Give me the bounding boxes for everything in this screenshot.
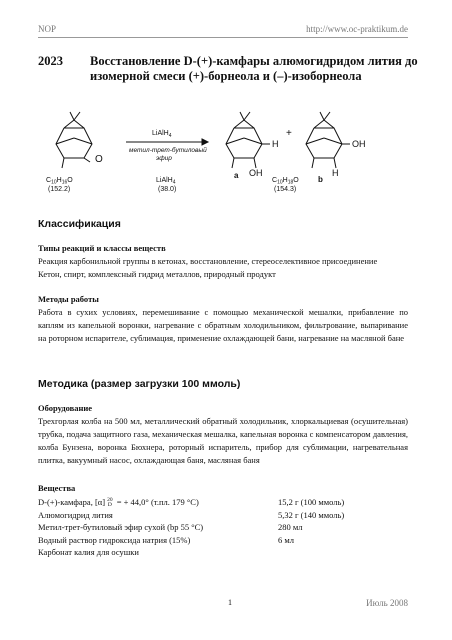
borneol-structure [226,112,270,168]
camphor-o-label: O [95,154,103,165]
product-b-h: H [332,168,339,178]
equipment-heading: Оборудование [38,403,93,413]
procedure-heading: Методика (размер загрузки 100 ммоль) [38,378,241,390]
product-a-mark: a [234,171,239,180]
product-a-h: H [272,139,279,149]
substance-name: Карбонат калия для осушки [38,547,139,558]
reaction-types-text: Реакция карбонильной группы в кетонах, восстановление, стереоселективное присоединение [38,256,378,266]
camphor-mass: (152.2) [48,186,71,193]
substance-name: Алюмогидрид лития [38,509,113,520]
substance-amount [278,547,344,560]
procedure-section [38,378,408,560]
classification-heading: Классификация [38,218,121,230]
reaction-types-heading: Типы реакций и классы веществ [38,243,166,253]
substance-row [38,535,344,548]
substance-name: D-(+)-камфара, [α] 20 D = + 44,0° (т.пл. 179 °C) [38,496,199,509]
substance-row [38,547,344,560]
substances-table [38,497,344,560]
plus-sign: + [286,128,292,139]
substance-amount: 15,2 г (100 ммоль) [278,497,345,507]
product-a-oh: OH [249,168,263,178]
page-header [38,24,408,38]
header-left: NOP [38,24,57,34]
substance-amount: 6 мл [278,534,294,545]
methods-heading: Методы работы [38,294,99,304]
title-text: Восстановление D-(+)-камфары алюмогидридом лития до изомерной смеси (+)-борнеола и (–)-изоборнеола [90,54,418,83]
isoborneol-structure [306,112,350,168]
substance-row [38,510,344,523]
equipment-text: Трехгорлая колба на 500 мл, металлический обратный холодильник, хлоркальциевая (осушительная) трубка, подача защитного газа, механическая мешалка, капельная воронка с компенсатором давления, колба Бунзена, воронка Бюхнера, роторный испаритель, прибор для сублимации, нагревательная плитка, вакуумный насос, охлаждающая баня, масляная баня [38,416,408,465]
substance-row [38,497,344,510]
camphor-formula: $C_{10}H_{16}O$ [46,177,73,186]
substances-heading: Вещества [38,483,76,493]
methods-text: Работа в сухих условиях, перемешивание с помощью механической мешалки, прибавление по каплям из капельной воронки, нагревание с обратным холодильником, фильтрование, выпаривание на роторном испарителе, сублимация, применение охлаждающей бани, нагревание на масляной бане [38,307,408,343]
substance-name: Водный раствор гидроксида натрия (15%) [38,534,191,545]
lialh4-formula: LiAlH$_4$ [156,177,176,186]
reaction-scheme [38,110,418,200]
product-mass: (154.3) [274,186,297,193]
header-url[interactable]: http://www.oc-praktikum.de [306,24,408,34]
footer-date: Июль 2008 [366,598,408,608]
camphor-structure [56,112,92,168]
solvent-line-2: эфир [156,155,172,162]
lialh4-mass: (38.0) [158,186,177,193]
reagent-lialh4: LiAlH$_4$ [152,130,172,139]
product-formula: $C_{10}H_{18}O$ [272,177,299,186]
substance-amount: 5,32 г (140 ммоль) [278,509,345,520]
classification-section [38,218,408,345]
substance-row [38,522,344,535]
header-rule [38,37,408,38]
substance-classes-text: Кетон, спирт, комплексный гидрид металлов, природный продукт [38,269,276,279]
substance-amount: 280 мл [278,522,303,533]
page-number: 1 [228,598,232,607]
title-number: 2023 [38,54,63,68]
solvent-line-1: метил-трет-бутиловый [129,147,207,154]
product-b-mark: b [318,175,323,184]
product-b-oh: OH [352,139,366,149]
substance-name: Метил-трет-бутиловый эфир сухой (bp 55 °C) [38,522,204,533]
